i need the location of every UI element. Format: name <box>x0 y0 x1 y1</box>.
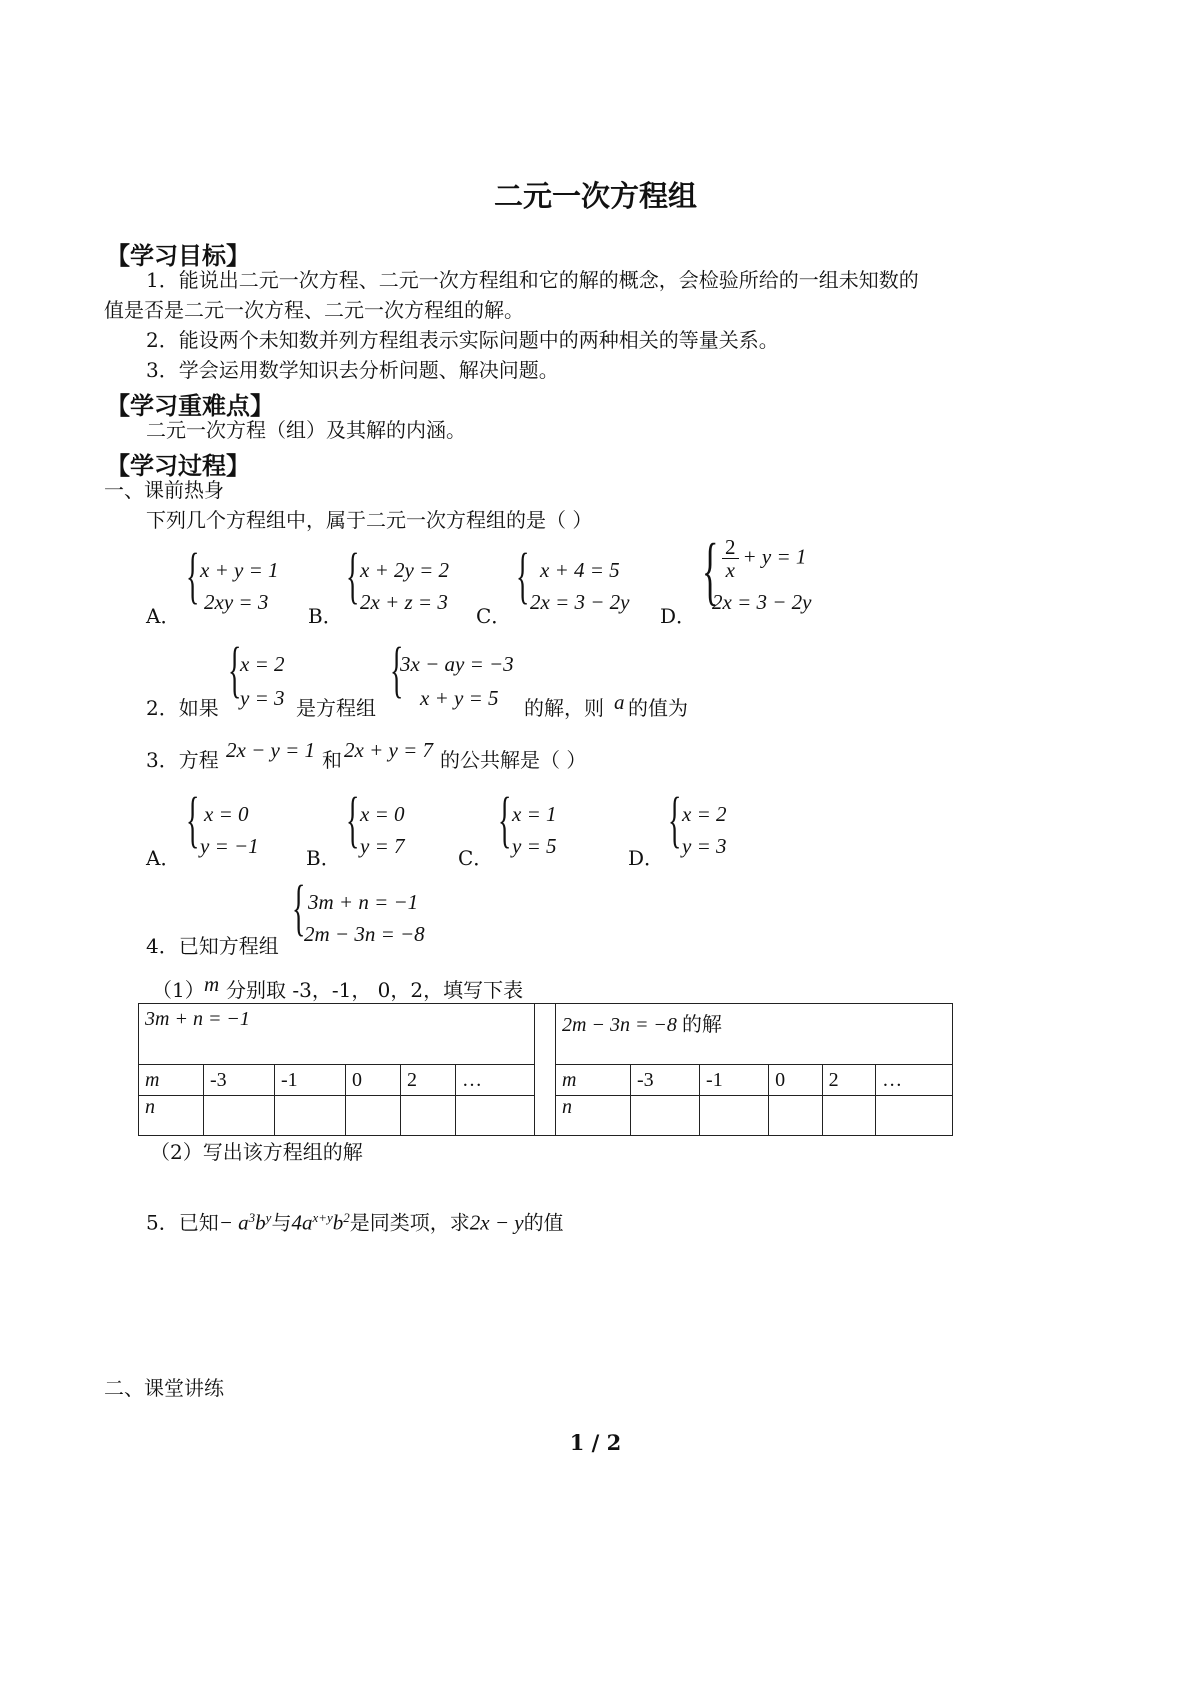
q5-term1-exp-b: y <box>265 1210 272 1225</box>
q3-a-label: A． <box>146 846 181 870</box>
fraction <box>722 536 739 581</box>
q1-a-label: A． <box>146 604 181 628</box>
q5-suffix: 的值 <box>523 1210 564 1235</box>
table-left <box>138 1003 535 1136</box>
q3-c-y: y = 5 <box>512 834 557 858</box>
q4-eq2: 2m − 3n = −8 <box>304 922 425 946</box>
key-points-heading: 【学习重难点】 <box>106 392 274 420</box>
q2-mid: 是方程组 <box>296 696 376 720</box>
q2-suffix-2: 的值为 <box>628 696 688 720</box>
q5-with: 与 <box>271 1210 292 1235</box>
q1-b-label: B． <box>308 604 343 628</box>
table-cell: 2 <box>400 1065 455 1096</box>
q1-b-eq2: 2x + z = 3 <box>360 590 448 614</box>
table-cell: 0 <box>345 1065 400 1096</box>
q1-d-eq1 <box>722 536 806 581</box>
q5-term2-exp-b: 2 <box>343 1210 350 1225</box>
process-heading: 【学习过程】 <box>106 452 250 480</box>
goal-item-1-line-1: 1．能说出二元一次方程、二元一次方程组和它的解的概念，会检验所给的一组未知数的 <box>146 268 919 292</box>
table-row-label-m: m <box>139 1065 204 1096</box>
fraction-numerator: 2 <box>722 536 739 559</box>
page-number: 1 / 2 <box>569 1430 622 1455</box>
q1-c-label: C． <box>476 604 512 628</box>
q3-eq2: 2x + y = 7 <box>344 738 433 762</box>
table-cell: 0 <box>769 1065 823 1096</box>
table-cell-blank <box>631 1096 700 1136</box>
q1-d-eq2: 2x = 3 − 2y <box>712 590 812 614</box>
table-right-title <box>556 1004 953 1065</box>
q1-c-eq1: x + 4 = 5 <box>540 558 620 582</box>
section-1-title: 一、课前热身 <box>104 478 224 502</box>
table-cell: -1 <box>700 1065 769 1096</box>
q5-term1-b: b <box>255 1210 266 1235</box>
q2-sol-y: y = 3 <box>240 686 285 710</box>
q3-b-y: y = 7 <box>360 834 405 858</box>
q1-a-eq2: 2xy = 3 <box>204 590 269 614</box>
table-cell-blank <box>204 1096 275 1136</box>
goal-item-2: 2．能设两个未知数并列方程组表示实际问题中的两种相关的等量关系。 <box>146 328 779 352</box>
table-cell-blank <box>700 1096 769 1136</box>
q3-d-label: D． <box>628 846 665 870</box>
table-cell-blank <box>274 1096 345 1136</box>
goals-heading: 【学习目标】 <box>106 242 250 270</box>
page-title: 二元一次方程组 <box>493 179 697 213</box>
table-cell-blank <box>822 1096 876 1136</box>
left-brace-icon: { <box>516 542 530 610</box>
key-points-text: 二元一次方程（组）及其解的内涵。 <box>146 418 466 442</box>
q3-c-label: C． <box>458 846 494 870</box>
table-row-label-m: m <box>556 1065 631 1096</box>
left-brace-icon: { <box>228 636 242 704</box>
q5-expr: 2x − y <box>469 1210 524 1235</box>
table-row-label-n: n <box>556 1096 631 1136</box>
q1-d-eq1-rest: + y = 1 <box>742 544 807 569</box>
q1-b-eq1: x + 2y = 2 <box>360 558 449 582</box>
q5 <box>146 1206 564 1235</box>
q4-part1-var: m <box>204 972 220 996</box>
q1-a-eq1: x + y = 1 <box>200 558 279 582</box>
table-right-title-eq: 2m − 3n = −8 <box>562 1014 677 1036</box>
section-2-title: 二、课堂讲练 <box>104 1376 224 1400</box>
q3-d-y: y = 3 <box>682 834 727 858</box>
table-cell: … <box>876 1065 953 1096</box>
table-cell-blank <box>345 1096 400 1136</box>
q3-b-label: B． <box>306 846 341 870</box>
q5-term2-exp-a: x+y <box>312 1210 333 1225</box>
q3-suffix: 的公共解是（ ） <box>440 748 587 772</box>
q3-a-x: x = 0 <box>204 802 249 826</box>
q2-sys-eq1: 3x − ay = −3 <box>400 652 514 676</box>
fraction-denominator: x <box>725 558 735 582</box>
table-cell: 2 <box>822 1065 876 1096</box>
table-cell: -3 <box>204 1065 275 1096</box>
q1-c-eq2: 2x = 3 − 2y <box>530 590 630 614</box>
q4-prefix: 4．已知方程组 <box>146 934 279 958</box>
q2-sys-eq2: x + y = 5 <box>420 686 499 710</box>
q2-suffix-1: 的解，则 <box>524 696 604 720</box>
table-row-label-n: n <box>139 1096 204 1136</box>
table-cell-blank <box>400 1096 455 1136</box>
q3-and: 和 <box>322 748 342 772</box>
q5-mid: 是同类项，求 <box>349 1210 470 1235</box>
left-brace-icon: { <box>186 786 200 854</box>
q3-a-y: y = −1 <box>200 834 259 858</box>
left-brace-icon: { <box>702 529 719 613</box>
left-brace-icon: { <box>668 786 682 854</box>
table-cell-blank <box>456 1096 535 1136</box>
q3-b-x: x = 0 <box>360 802 405 826</box>
q2-sol-x: x = 2 <box>240 652 285 676</box>
q5-term1: − a <box>218 1210 249 1235</box>
q2-var-a: a <box>614 690 625 714</box>
goal-item-3: 3．学会运用数学知识去分析问题、解决问题。 <box>146 358 559 382</box>
table-cell-blank <box>876 1096 953 1136</box>
q1-stem: 下列几个方程组中，属于二元一次方程组的是（ ） <box>146 508 593 532</box>
table-cell: -3 <box>631 1065 700 1096</box>
table-right-title-suffix: 的解 <box>681 1014 722 1036</box>
q2-prefix: 2．如果 <box>146 696 219 720</box>
left-brace-icon: { <box>292 874 306 942</box>
q5-term2-b: b <box>332 1210 344 1235</box>
left-brace-icon: { <box>186 542 200 610</box>
table-divider <box>535 1003 555 1136</box>
table-left-title: 3m + n = −1 <box>139 1004 535 1065</box>
q5-prefix: 5．已知 <box>146 1210 219 1235</box>
left-brace-icon: { <box>390 636 404 704</box>
q3-d-x: x = 2 <box>682 802 727 826</box>
table-right <box>555 1003 953 1136</box>
table-cell: … <box>456 1065 535 1096</box>
q3-c-x: x = 1 <box>512 802 557 826</box>
left-brace-icon: { <box>346 786 360 854</box>
q3-eq1: 2x − y = 1 <box>226 738 315 762</box>
q5-term2: 4a <box>291 1210 313 1235</box>
q1-d-label: D． <box>660 604 697 628</box>
left-brace-icon: { <box>346 542 360 610</box>
q4-part1-text: 分别取 -3，-1， 0，2，填写下表 <box>226 978 524 1002</box>
q4-part1-prefix: （1） <box>152 978 205 1002</box>
goal-item-1-line-2: 值是否是二元一次方程、二元一次方程组的解。 <box>104 298 524 322</box>
table-cell-blank <box>769 1096 823 1136</box>
table-cell: -1 <box>274 1065 345 1096</box>
q5-term1-exp-a: 3 <box>248 1210 256 1225</box>
q3-prefix: 3．方程 <box>146 748 219 772</box>
q4-part2: （2）写出该方程组的解 <box>150 1140 363 1164</box>
q4-eq1: 3m + n = −1 <box>308 890 419 914</box>
left-brace-icon: { <box>498 786 512 854</box>
